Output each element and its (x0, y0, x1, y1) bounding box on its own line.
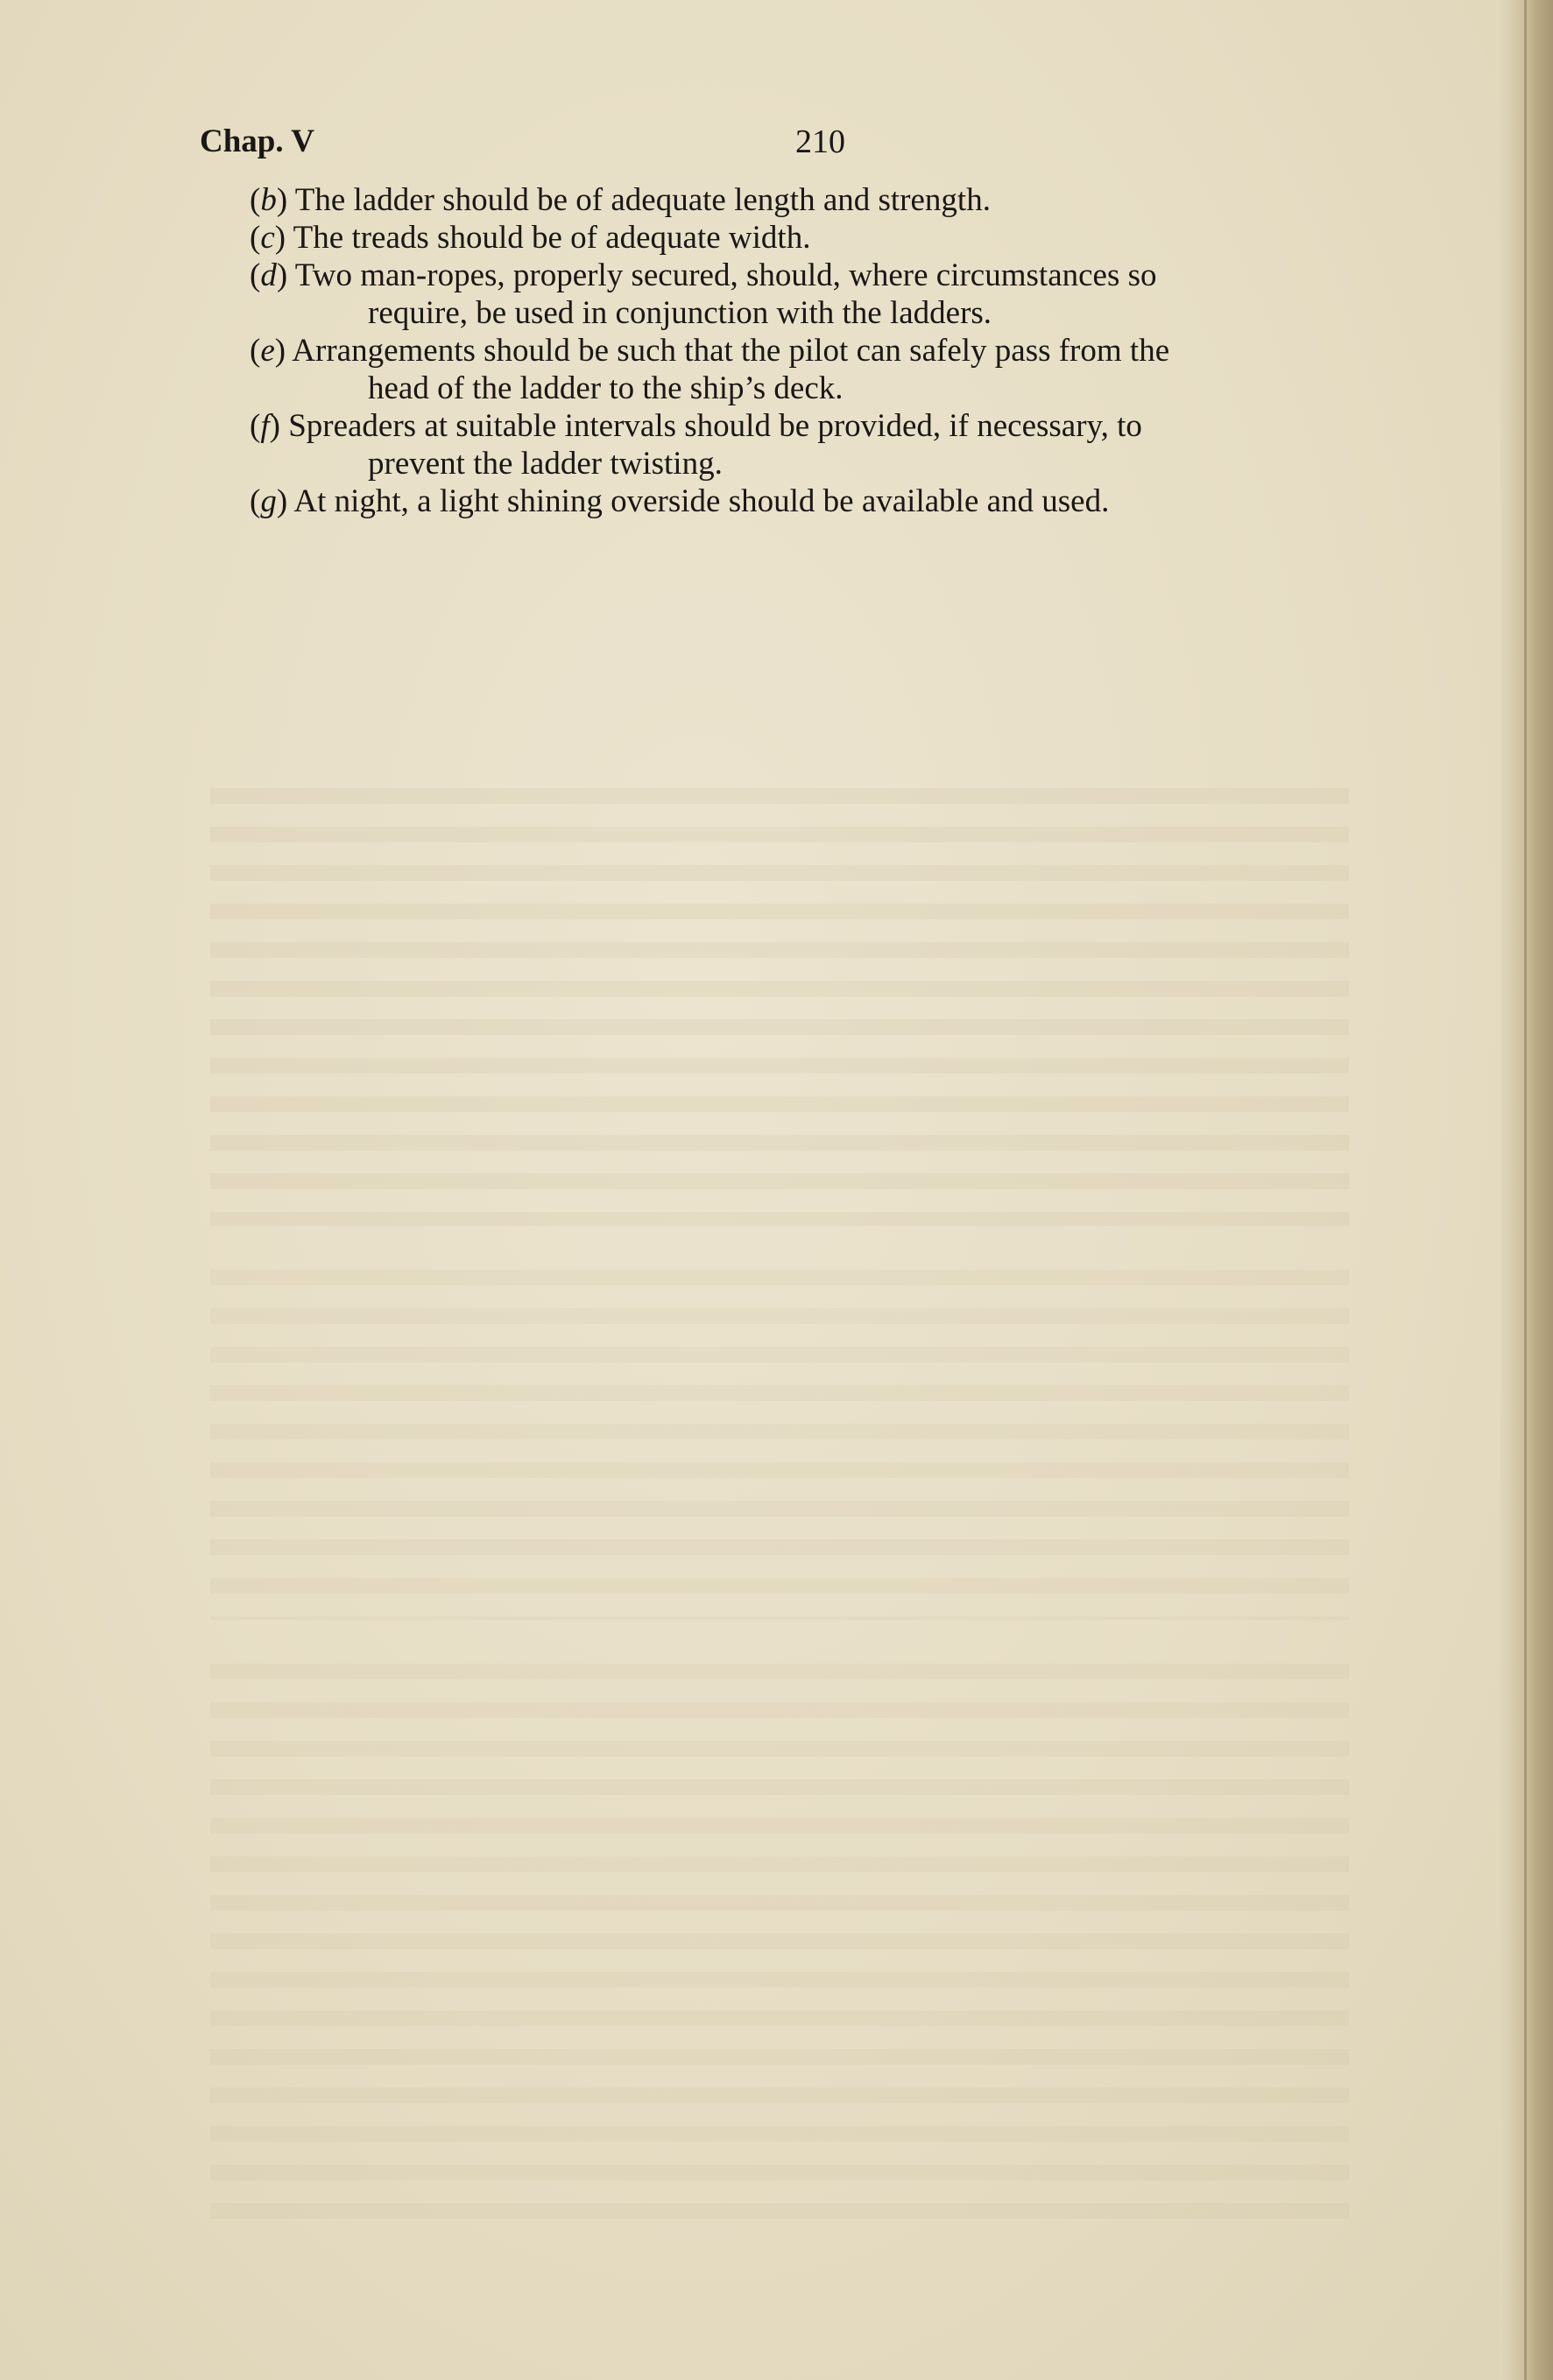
item-letter: f (260, 408, 270, 444)
list-item: (e) Arrangements should be such that the pilot can safely pass from the head of the ladder to the ship’s deck. (250, 332, 1441, 407)
list-item: (d) Two man-ropes, properly secured, should, where circumstances so require, be used in conjunction with the ladders. (250, 257, 1441, 332)
item-text: Spreaders at suitable intervals should be provided, if necessary, to (288, 408, 1142, 444)
item-letter: g (260, 483, 277, 519)
item-text-continuation: require, be used in conjunction with the ladders. (368, 295, 992, 331)
item-text: The treads should be of adequate width. (293, 220, 811, 256)
bleed-through-block (210, 788, 1349, 1226)
item-text-continuation: head of the ladder to the ship’s deck. (368, 370, 844, 406)
bleed-through-block (210, 1664, 1349, 2233)
page-gutter (1500, 0, 1553, 2380)
item-text: Two man-ropes, properly secured, should, where circumstances so (294, 257, 1157, 293)
item-text: The ladder should be of adequate length and strength. (294, 182, 991, 218)
bleed-through-block (210, 1270, 1349, 1620)
item-letter: b (260, 182, 277, 218)
item-letter: d (260, 257, 277, 293)
list-item: (f) Spreaders at suitable intervals should be provided, if necessary, to prevent the ladder twisting. (250, 407, 1441, 482)
binding-edge (1524, 0, 1527, 2380)
chapter-label: Chap. V (200, 123, 314, 159)
ladder-requirements-list (250, 181, 1441, 520)
list-item: (b) The ladder should be of adequate length and strength. (250, 182, 991, 218)
item-letter: c (260, 220, 275, 256)
item-text-continuation: prevent the ladder twisting. (368, 446, 723, 482)
page-number: 210 (795, 123, 845, 160)
item-text: Arrangements should be such that the pilot can safely pass from the (292, 333, 1170, 369)
list-item: (c) The treads should be of adequate width. (250, 220, 811, 256)
item-text: At night, a light shining overside should be available and used. (293, 483, 1110, 519)
page-header (200, 123, 1426, 175)
list-item: (g) At night, a light shining overside should be available and used. (250, 483, 1110, 519)
item-letter: e (260, 333, 275, 369)
